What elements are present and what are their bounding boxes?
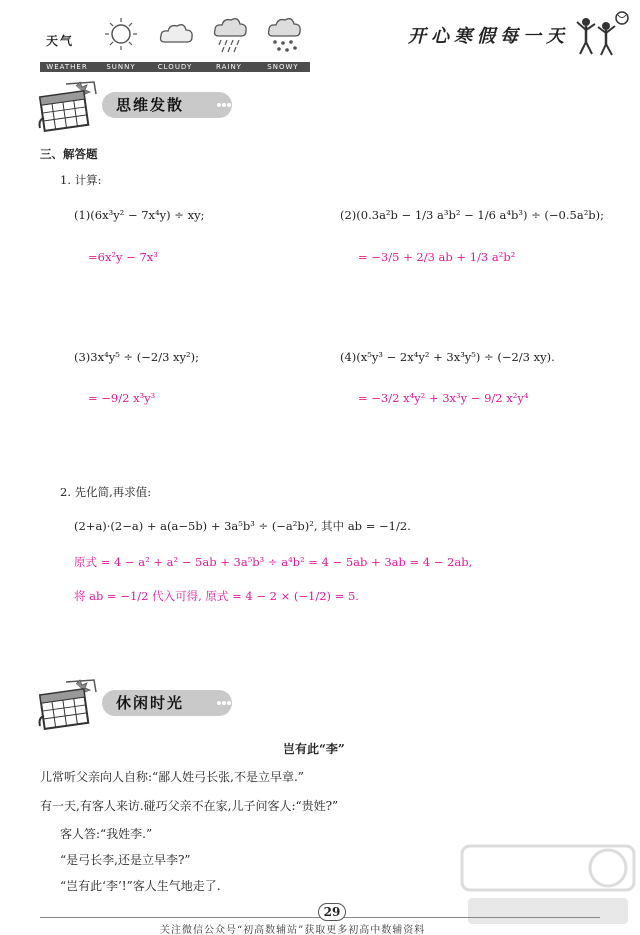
sunny-label: SUNNY xyxy=(106,63,136,71)
snowy-cell xyxy=(256,12,310,58)
story-line-3: 客人答:“我姓李.” xyxy=(60,827,153,841)
snow-cloud-icon xyxy=(265,14,305,56)
story-line-1: 儿常听父亲向人自称:“鄙人姓弓长张,不是立早章.” xyxy=(40,770,304,784)
q1-part4-answer: = −3/2 x⁴y² + 3x³y − 9/2 x²y⁴ xyxy=(358,391,529,405)
sunny-cell xyxy=(94,12,148,58)
weather-label: WEATHER xyxy=(46,63,88,71)
rain-cloud-icon xyxy=(211,14,251,56)
banner-dots-decoration xyxy=(216,699,232,707)
footer-note: 关注微信公众号“初高数辅站”获取更多初高中数辅资料 xyxy=(160,925,426,935)
q1-part3-answer: = −9/2 x³y³ xyxy=(88,391,156,405)
banner-dots-decoration xyxy=(216,101,232,109)
cloudy-cell xyxy=(148,12,202,58)
weather-title-cell xyxy=(40,12,94,58)
cloudy-label: CLOUDY xyxy=(157,63,193,71)
snowy-label: SNOWY xyxy=(267,63,299,71)
brand-title: 开心寒假每一天 xyxy=(408,26,569,47)
section-banner-leisure xyxy=(36,678,241,730)
sun-icon xyxy=(103,14,139,54)
story-line-2: 有一天,有客人来访.碰巧父亲不在家,儿子问客人:“贵姓?” xyxy=(40,799,339,813)
q1-part2-problem: (2)(0.3a²b − 1/3 a³b² − 1/6 a⁴b³) ÷ (−0.5a²b); xyxy=(340,208,605,222)
page-header xyxy=(0,0,640,70)
q2-answer-line2: 将 ab = −1/2 代入可得, 原式 = 4 − 2 × (−1/2) = 5. xyxy=(74,589,359,603)
rainy-label: RAINY xyxy=(216,63,242,71)
weather-label-bar xyxy=(40,62,310,72)
story-line-5: “岂有此‘李’!”客人生气地走了. xyxy=(60,879,221,893)
kids-figures-icon xyxy=(572,10,632,58)
rainy-cell xyxy=(202,12,256,58)
q1-part3-problem: (3)3x⁴y⁵ ÷ (−2/3 xy²); xyxy=(74,350,199,364)
calendar-icon xyxy=(36,80,108,132)
q2-stem: 2. 先化简,再求值: xyxy=(60,485,152,499)
page-number: 29 xyxy=(318,903,346,921)
q1-part2-answer: = −3/5 + 2/3 ab + 1/3 a²b² xyxy=(358,250,516,264)
weather-title: 天气 xyxy=(46,34,75,48)
q2-problem: (2+a)·(2−a) + a(a−5b) + 3a⁵b³ ÷ (−a²b)², 其中 ab = −1/2. xyxy=(74,519,411,533)
story-line-4: “是弓长李,还是立早李?” xyxy=(60,853,191,867)
part-heading: 三、解答题 xyxy=(40,147,98,161)
q1-stem: 1. 计算: xyxy=(60,173,102,187)
q1-part4-problem: (4)(x⁵y³ − 2x⁴y² + 3x³y⁵) ÷ (−2/3 xy). xyxy=(340,350,555,364)
calendar-icon xyxy=(36,678,108,730)
story-title: 岂有此“李” xyxy=(283,742,345,756)
weather-strip xyxy=(40,12,310,71)
q1-part1-problem: (1)(6x³y² − 7x⁴y) ÷ xy; xyxy=(74,208,205,222)
cloud-icon xyxy=(157,14,197,54)
q1-part1-answer: =6x²y − 7x³ xyxy=(88,250,158,264)
q2-answer-line1: 原式 = 4 − a² + a² − 5ab + 3a⁵b³ ÷ a⁴b² = 4 − 5ab + 3ab = 4 − 2ab, xyxy=(74,555,473,569)
section-banner-thinking xyxy=(36,80,241,132)
section-title: 休闲时光 xyxy=(116,694,185,712)
section-title: 思维发散 xyxy=(116,96,185,114)
